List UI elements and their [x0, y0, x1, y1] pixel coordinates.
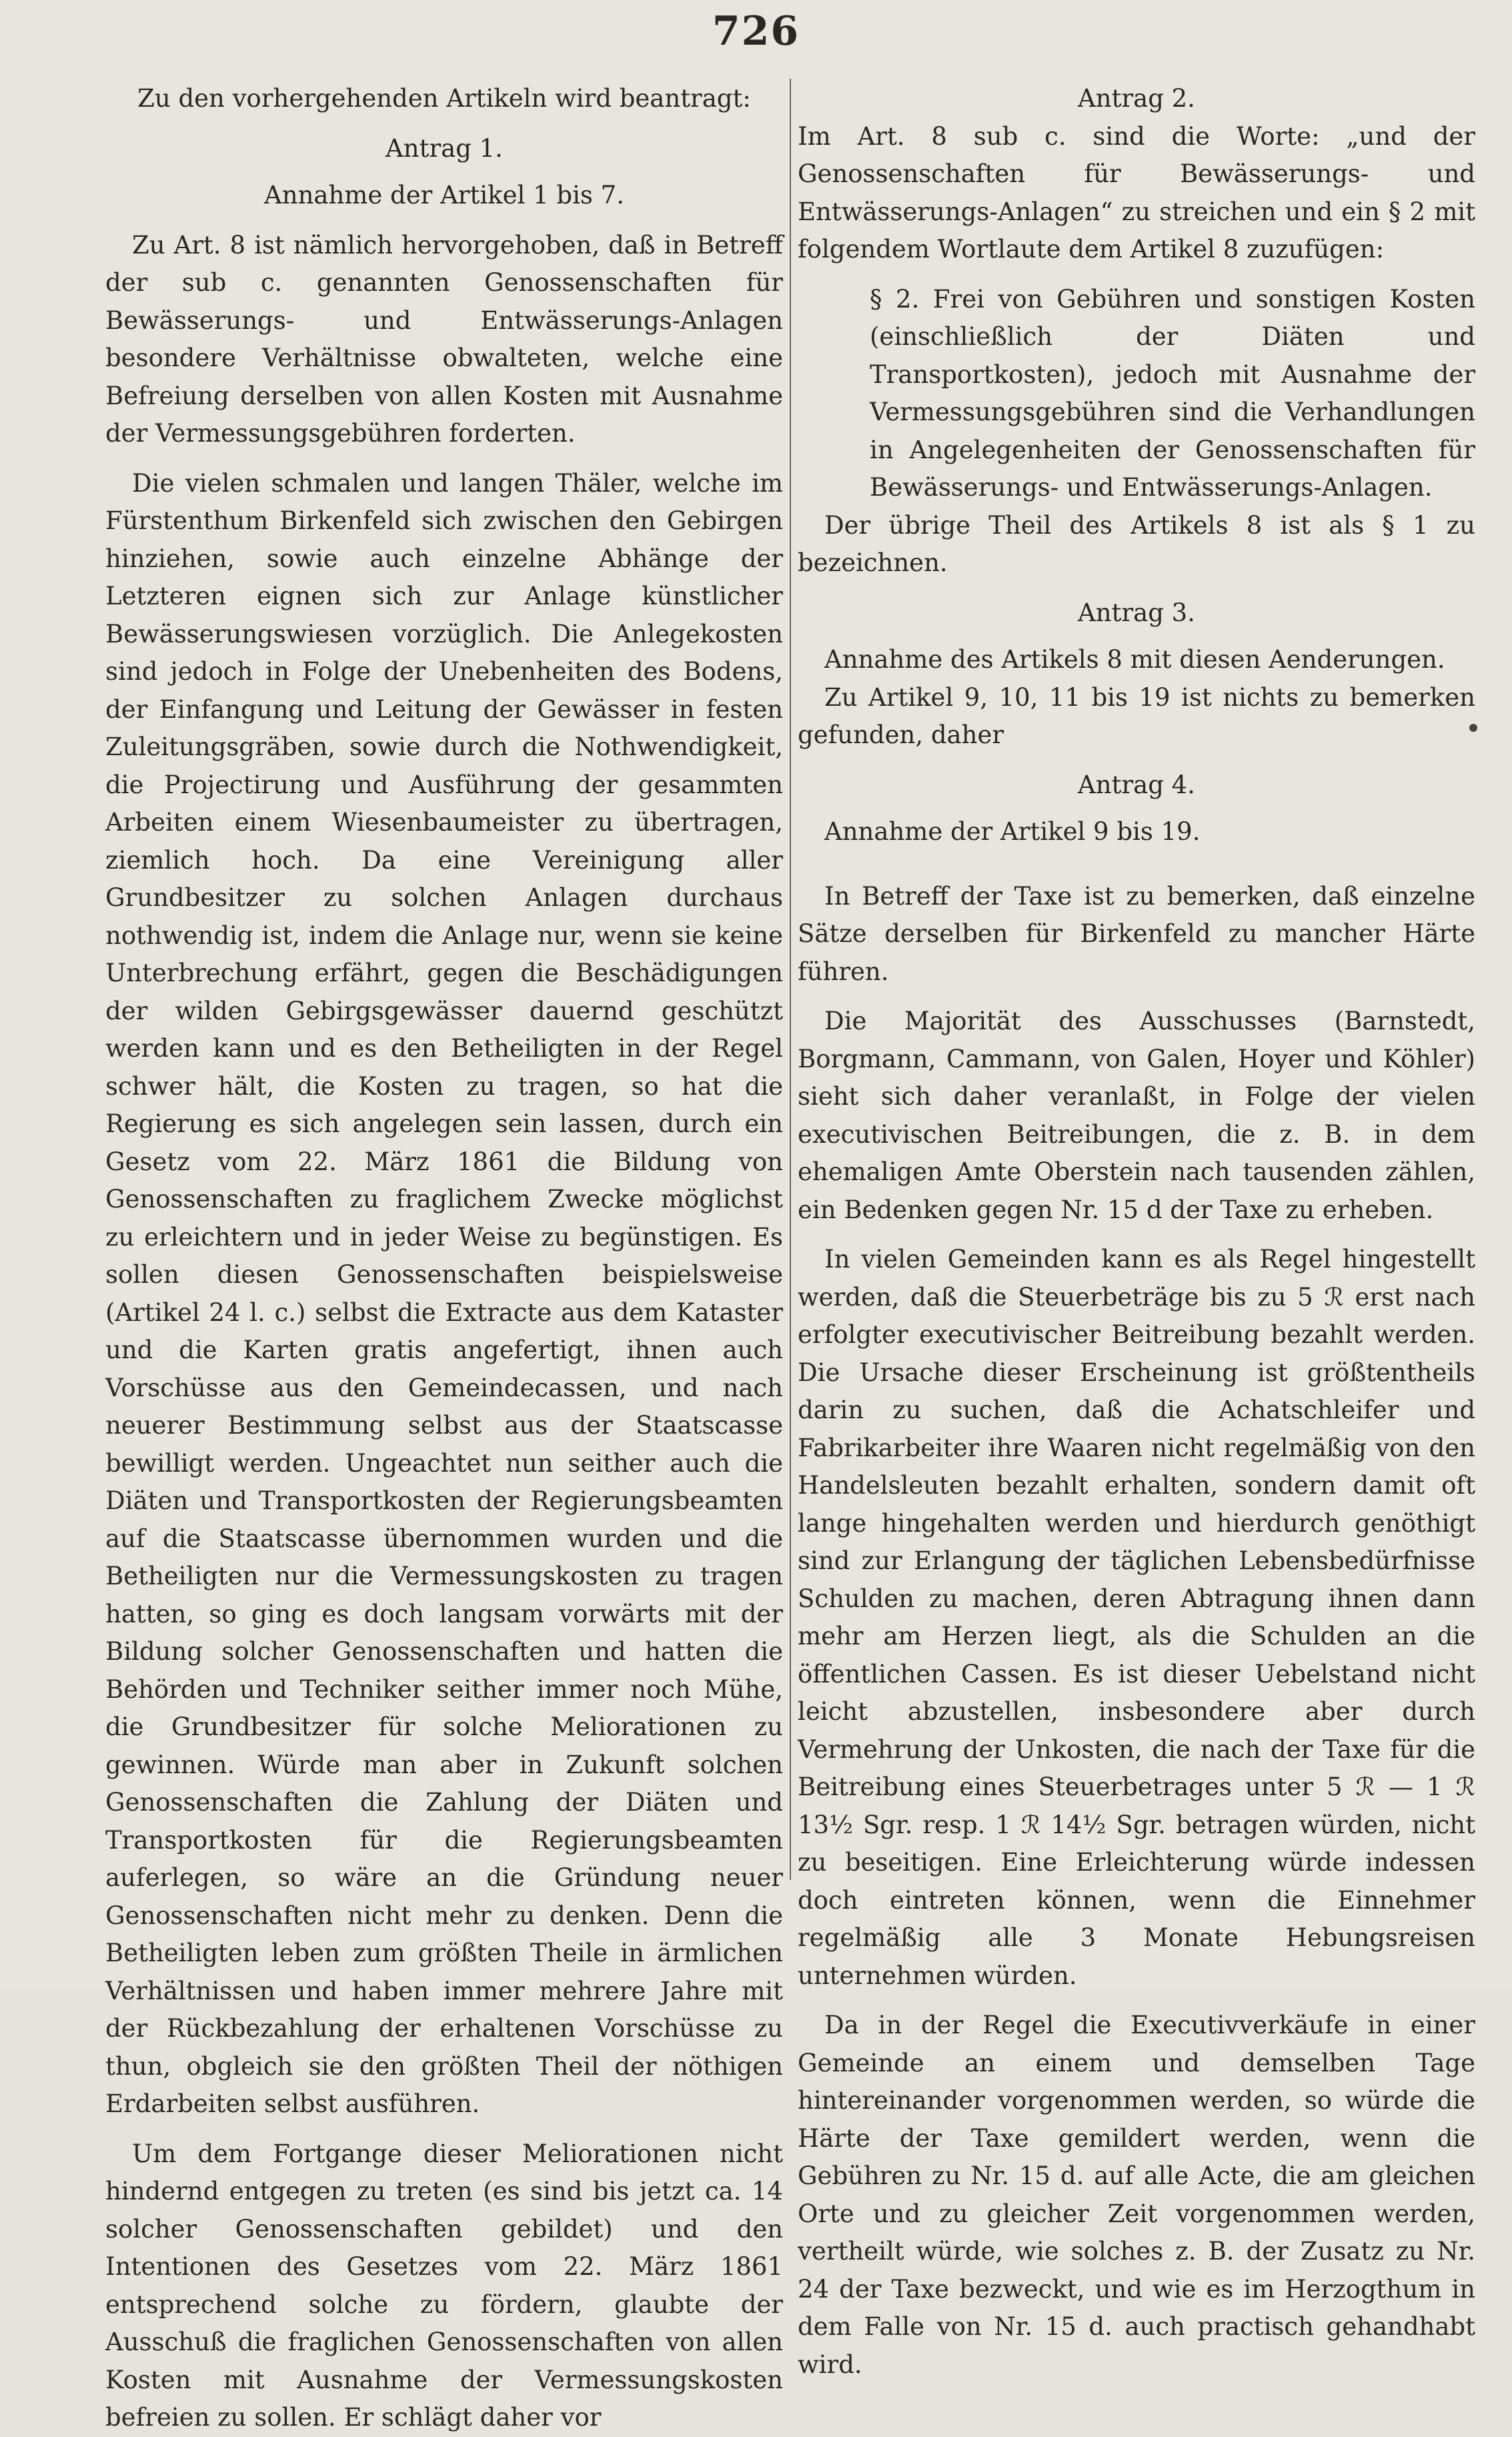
intro-line: Zu den vorhergehenden Artikeln wird beantragt:	[137, 84, 751, 113]
paragraph-art8-note: Zu Art. 8 ist nämlich hervorgehoben, daß in Betreff der sub c. genannten Genossenschaften für Bewässerungs- und Entwässerungs-Anlagen besondere Verhältnisse obwalteten, welche eine Befreiung derselben von allen Kosten mit Ausnahme der Vermessungsgebühren forderten.	[105, 230, 783, 448]
paragraph-taxe: In Betreff der Taxe ist zu bemerken, daß einzelne Sätze derselben für Birkenfeld zu mancher Härte führen.	[798, 881, 1475, 986]
antrag-3-text: Annahme des Artikels 8 mit diesen Aenderungen.	[824, 645, 1445, 674]
antrag-3-heading: Antrag 3.	[1078, 598, 1195, 627]
antrag-4-text: Annahme der Artikel 9 bis 19.	[824, 817, 1201, 846]
column-divider	[790, 79, 791, 1880]
antrag-2-text: Im Art. 8 sub c. sind die Worte: „und der Genossenschaften für Bewässerungs- und Entwässerungs-Anlagen“ zu streichen und ein § 2 mit folgendem Wortlaute dem Artikel 8 zuzufügen:	[798, 121, 1475, 264]
paragraph-gemeinden: In vielen Gemeinden kann es als Regel hingestellt werden, daß die Steuerbeträge bis zu 5 ℛ erst nach erfolgter executivischer Beitreibung bezahlt werden. Die Ursache dieser Erscheinung ist größtentheils darin zu suchen, daß die Achatschleifer und Fabrikarbeiter ihre Waaren nicht regelmäßig von den Handelsleuten bezahlt erhalten, sondern damit oft lange hingehalten werden und hierdurch genöthigt sind zur Erlangung der täglichen Lebensbedürfnisse Schulden zu machen, deren Abtragung ihnen dann mehr am Herzen liegt, als die Schulden an die öffentlichen Cassen. Es ist dieser Uebelstand nicht leicht abzustellen, insbesondere aber durch Vermehrung der Unkosten, die nach der Taxe für die Beitreibung eines Steuerbetrages unter 5 ℛ — 1 ℛ 13½ Sgr. resp. 1 ℛ 14½ Sgr. betragen würden, nicht zu beseitigen. Eine Erleichterung würde indessen doch eintreten können, wenn die Einnehmer regelmäßig alle 3 Monate Hebungsreisen unternehmen würden.	[798, 1245, 1475, 1990]
right-column	[798, 80, 1475, 2384]
section-2-text: § 2. Frei von Gebühren und sonstigen Kosten (einschließlich der Diäten und Transportkosten), jedoch mit Ausnahme der Vermessungsgebühren sind die Verhandlungen in Angelegenheiten der Genossenschaften für Bewässerungs- und Entwässerungs-Anlagen.	[870, 284, 1475, 502]
art9-note: Zu Artikel 9, 10, 11 bis 19 ist nichts zu bemerken gefunden, daher	[798, 682, 1475, 749]
paragraph-fortgang: Um dem Fortgange dieser Meliorationen nicht hindernd entgegen zu treten (es sind bis jetzt ca. 14 solcher Genossenschaften gebildet) und den Intentionen des Gesetzes vom 22. März 1861 entsprechend solche zu fördern, glaubte der Ausschuß die fraglichen Genossenschaften von allen Kosten mit Ausnahme der Vermessungskosten befreien zu sollen. Er schlägt daher vor	[105, 2139, 783, 2432]
paragraph-majoritaet: Die Majorität des Ausschusses (Barnstedt, Borgmann, Cammann, von Galen, Hoyer und Köhler) sieht sich daher veranlaßt, in Folge der vielen executivischen Beitreibungen, die z. B. in dem ehemaligen Amte Oberstein nach tausenden zählen, ein Bedenken gegen Nr. 15 d der Taxe zu erheben.	[798, 1007, 1475, 1224]
left-column	[105, 80, 783, 2437]
antrag-1-heading: Antrag 1.	[386, 133, 503, 163]
page-number: 726	[712, 8, 800, 55]
paragraph-executiv: Da in der Regel die Executivverkäufe in einer Gemeinde an einem und demselben Tage hintereinander vorgenommen werden, so würde die Härte der Taxe gemildert werden, wenn die Gebühren zu Nr. 15 d. auf alle Acte, die am gleichen Orte und zu gleicher Zeit vorgenommen werden, vertheilt würde, wie solches z. B. der Zusatz zu Nr. 24 der Taxe bezweckt, und wie es im Herzogthum in dem Falle von Nr. 15 d. auch practisch gehandhabt wird.	[798, 2011, 1475, 2379]
paragraph-thaeler: Die vielen schmalen und langen Thäler, welche im Fürstenthum Birkenfeld sich zwischen den Gebirgen hinziehen, sowie auch einzelne Abhänge der Letzteren eignen sich zur Anlage künstlicher Bewässerungswiesen vorzüglich. Die Anlegekosten sind jedoch in Folge der Unebenheiten des Bodens, der Einfangung und Leitung der Gewässer in festen Zuleitungsgräben, sowie durch die Nothwendigkeit, die Projectirung und Ausführung der gesammten Arbeiten einem Wiesenbaumeister zu übertragen, ziemlich hoch. Da eine Vereinigung aller Grundbesitzer zu solchen Anlagen durchaus nothwendig ist, indem die Anlage nur, wenn sie keine Unterbrechung erfährt, gegen die Beschädigungen der wilden Gebirgsgewässer dauernd geschützt werden kann und es den Betheiligten in der Regel schwer hält, die Kosten zu tragen, so hat die Regierung es sich angelegen sein lassen, durch ein Gesetz vom 22. März 1861 die Bildung von Genossenschaften zu fraglichem Zwecke möglichst zu erleichtern und in jeder Weise zu begünstigen. Es sollen diesen Genossenschaften beispielsweise (Artikel 24 l. c.) selbst die Extracte aus dem Kataster und die Karten gratis angefertigt, ihnen auch Vorschüsse aus den Gemeindecassen, und nach neuerer Bestimmung selbst aus der Staatscasse bewilligt werden. Ungeachtet nun seither auch die Diäten und Transportkosten der Regierungsbeamten auf die Staatscasse übernommen wurden und die Betheiligten nur die Vermessungskosten zu tragen hatten, so ging es doch langsam vorwärts mit der Bildung solcher Genossenschaften und hatten die Behörden und Techniker seither immer noch Mühe, die Grundbesitzer für solche Meliorationen zu gewinnen. Würde man aber in Zukunft solchen Genossenschaften die Zahlung der Diäten und Transportkosten für die Regierungsbeamten auferlegen, so wäre an die Gründung neuer Genossenschaften nicht mehr zu denken. Denn die Betheiligten leben zum größten Theile in ärmlichen Verhältnissen und haben immer mehrere Jahre mit der Rückbezahlung der erhaltenen Vorschüsse zu thun, obgleich sie den größten Theil der nöthigen Erdarbeiten selbst ausführen.	[105, 468, 783, 2118]
antrag-2-heading: Antrag 2.	[1078, 84, 1195, 113]
antrag-1-text: Annahme der Artikel 1 bis 7.	[264, 181, 624, 209]
ink-dot	[1469, 724, 1477, 732]
antrag-4-heading: Antrag 4.	[1078, 770, 1195, 799]
rest-note: Der übrige Theil des Artikels 8 ist als § 1 zu bezeichnen.	[798, 510, 1475, 577]
